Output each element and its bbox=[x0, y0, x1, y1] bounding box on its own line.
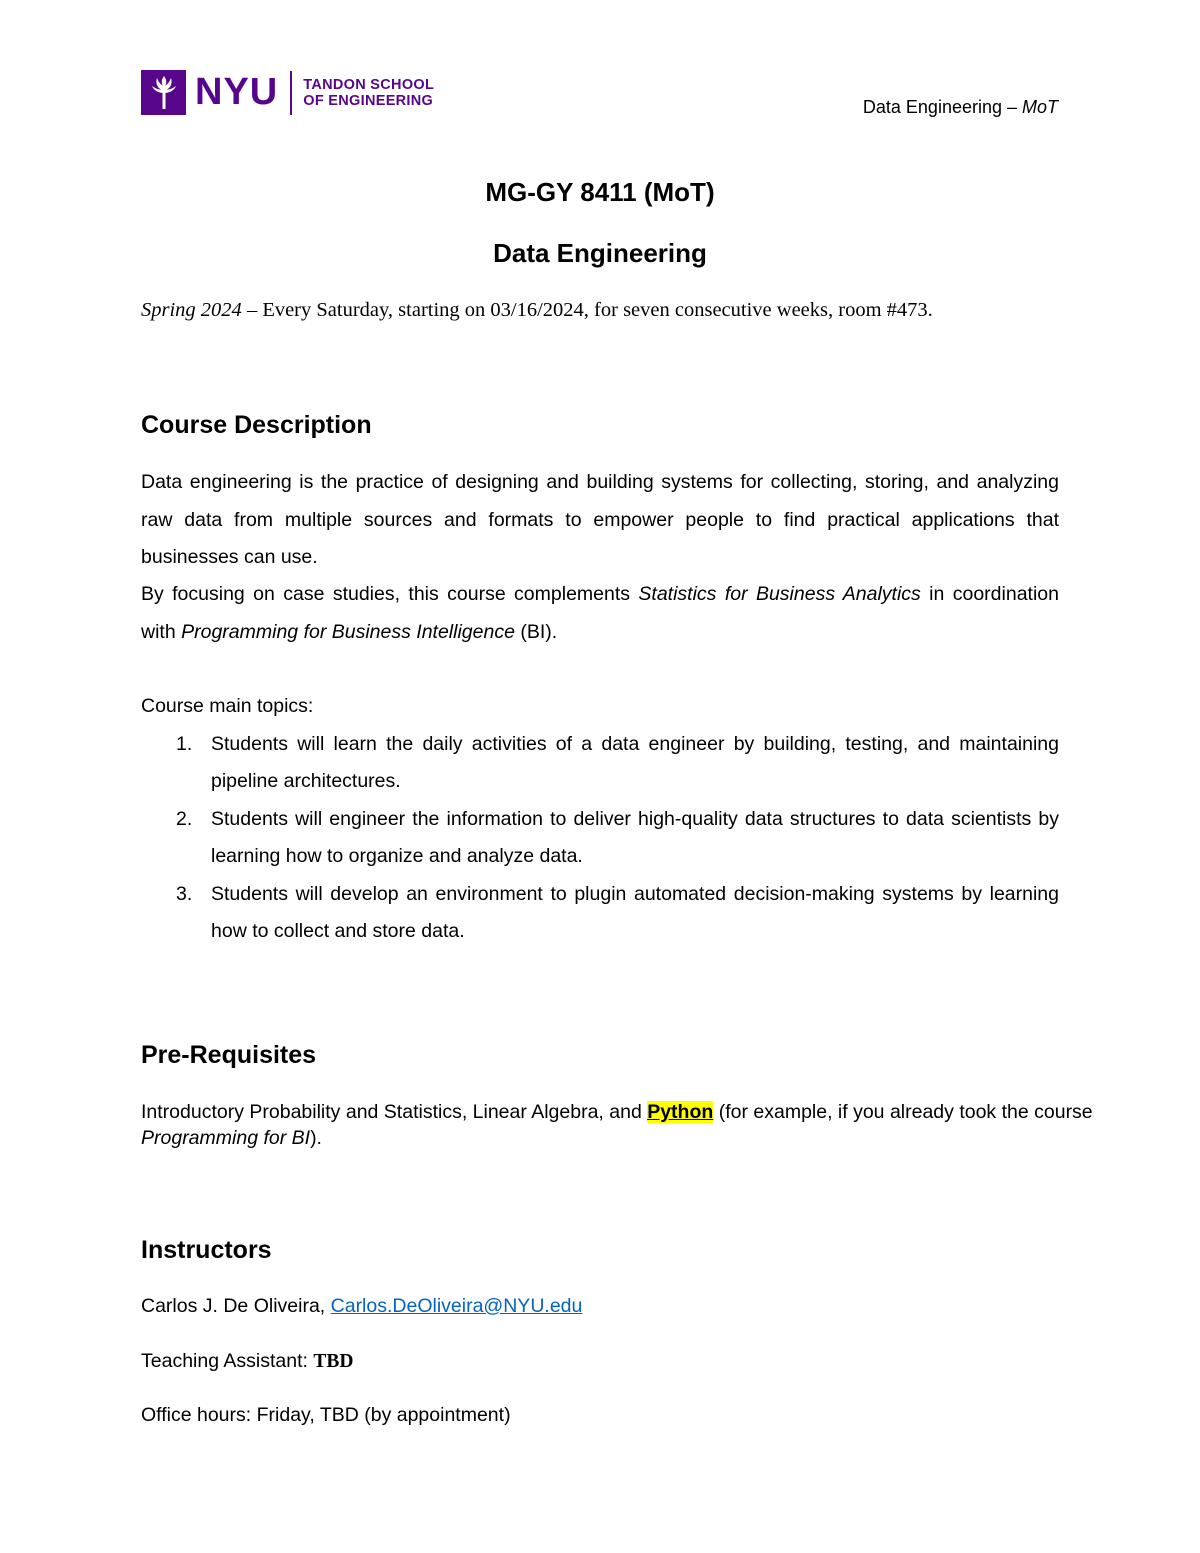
nyu-tandon-logo bbox=[141, 70, 434, 115]
prereq-text-b: (for example, if you already took the course bbox=[713, 1101, 1093, 1123]
office-hours-line: Office hours: Friday, TBD (by appointment) bbox=[141, 1404, 511, 1426]
course-description-paragraph-1: Data engineering is the practice of designing and building systems for collecting, storing, and analyzing raw data from multiple sources and formats to empower people to find practical applications that businesses can use. bbox=[141, 471, 1059, 568]
prereq-python-highlight: Python bbox=[647, 1101, 714, 1123]
p2-italic-programming: Programming for Business Intelligence bbox=[181, 620, 515, 643]
course-description-paragraph-2 bbox=[141, 576, 1059, 651]
p2-italic-stats: Statistics for Business Analytics bbox=[638, 583, 921, 605]
running-title-italic: MoT bbox=[1022, 97, 1058, 117]
course-description-heading: Course Description bbox=[141, 411, 372, 439]
instructor-name: Carlos J. De Oliveira, bbox=[141, 1295, 331, 1317]
prerequisites-heading: Pre-Requisites bbox=[141, 1041, 317, 1069]
course-code: MG-GY 8411 (MoT) bbox=[485, 177, 715, 207]
term-details: – Every Saturday, starting on 03/16/2024, for seven consecutive weeks, room #473. bbox=[241, 299, 933, 321]
prereq-text-a: Introductory Probability and Statistics, Linear Algebra, and bbox=[141, 1101, 648, 1123]
ta-label: Teaching Assistant: bbox=[141, 1350, 314, 1372]
logo-divider bbox=[290, 71, 292, 115]
p2-text-e: (BI). bbox=[514, 620, 558, 643]
list-item bbox=[141, 876, 1059, 951]
list-item-text: Students will develop an environment to plugin automated decision-making systems by learning how to collect and store data. bbox=[211, 882, 1059, 942]
logo-school-line1: TANDON SCHOOL bbox=[303, 76, 435, 93]
term-season: Spring 2024 bbox=[141, 299, 242, 321]
running-header bbox=[863, 97, 1058, 118]
ta-value: TBD bbox=[313, 1351, 354, 1372]
p2-text-a: By focusing on case studies, this course complements bbox=[141, 583, 639, 605]
logo-school-line2: OF ENGINEERING bbox=[303, 92, 434, 109]
torch-icon bbox=[141, 70, 186, 115]
term-info bbox=[141, 299, 933, 322]
instructor-line bbox=[141, 1295, 582, 1318]
prerequisites-text bbox=[141, 1099, 1101, 1151]
topics-label: Course main topics: bbox=[141, 695, 314, 717]
course-topics bbox=[141, 688, 1059, 951]
course-title: Data Engineering bbox=[493, 238, 707, 268]
prereq-text-d: ). bbox=[310, 1127, 322, 1149]
teaching-assistant-line bbox=[141, 1350, 353, 1373]
list-item-text: Students will learn the daily activities of a data engineer by building, testing, and maintaining pipeline architectures. bbox=[211, 732, 1059, 792]
prereq-italic-course: Programming for BI bbox=[141, 1127, 311, 1149]
list-item-text: Students will engineer the information to deliver high-quality data structures to data scientists by learning how to organize and analyze data. bbox=[211, 807, 1059, 867]
running-title: Data Engineering – bbox=[862, 97, 1022, 117]
logo-nyu-text: NYU bbox=[195, 71, 279, 113]
list-item bbox=[141, 726, 1059, 801]
p2-text-c: in coordination with bbox=[141, 583, 1059, 643]
list-item bbox=[141, 801, 1059, 876]
topics-list bbox=[141, 726, 1059, 951]
logo-school-name bbox=[303, 77, 434, 109]
instructor-email-link[interactable]: Carlos.DeOliveira@NYU.edu bbox=[330, 1295, 583, 1317]
list-number: 1. bbox=[176, 732, 193, 755]
list-number: 2. bbox=[176, 807, 193, 830]
instructors-heading: Instructors bbox=[141, 1236, 272, 1264]
list-number: 3. bbox=[176, 882, 193, 905]
